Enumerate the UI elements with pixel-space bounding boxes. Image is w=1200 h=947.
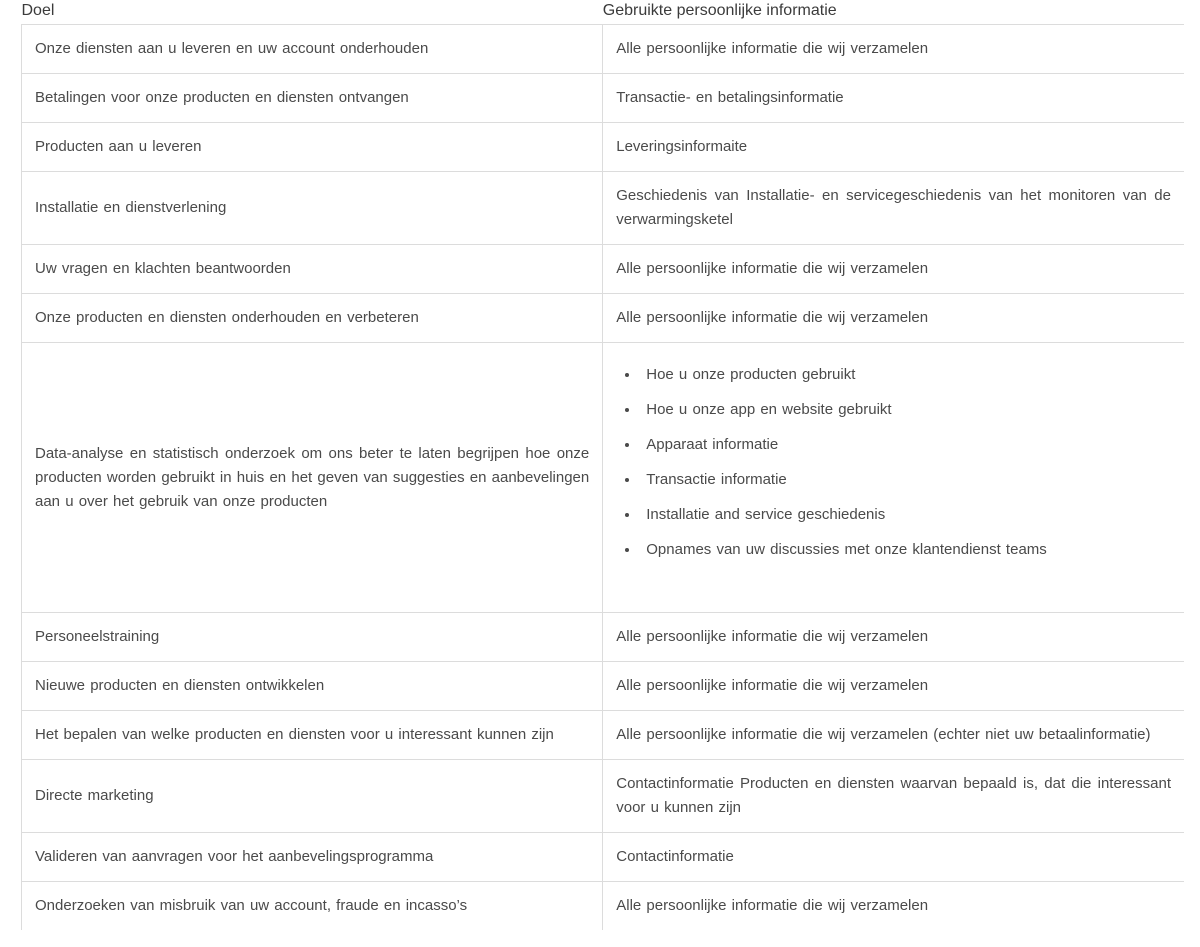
table-row <box>22 123 1185 172</box>
purpose-cell: Valideren van aanvragen voor het aanbevelingsprogramma <box>22 833 603 882</box>
info-cell: Alle persoonlijke informatie die wij verzamelen <box>603 245 1184 294</box>
purpose-cell: Directe marketing <box>22 760 603 833</box>
info-cell: Alle persoonlijke informatie die wij verzamelen <box>603 662 1184 711</box>
purpose-cell: Uw vragen en klachten beantwoorden <box>22 245 603 294</box>
info-cell: Leveringsinformaite <box>603 123 1184 172</box>
info-list <box>616 363 1171 562</box>
info-cell: Alle persoonlijke informatie die wij verzamelen <box>603 25 1184 74</box>
table-row <box>22 245 1185 294</box>
table-row <box>22 172 1185 245</box>
header-row <box>22 0 1185 25</box>
table-row <box>22 882 1185 931</box>
column-header-used-info: Gebruikte persoonlijke informatie <box>602 2 837 19</box>
info-cell <box>603 343 1184 613</box>
table-row <box>22 833 1185 882</box>
info-list-item: • Hoe u onze producten gebruikt <box>640 363 1171 387</box>
info-cell: Alle persoonlijke informatie die wij verzamelen <box>603 882 1184 931</box>
purpose-cell: Installatie en dienstverlening <box>22 172 603 245</box>
info-list-item: • Hoe u onze app en website gebruikt <box>640 398 1171 422</box>
purpose-cell: Nieuwe producten en diensten ontwikkelen <box>22 662 603 711</box>
table-row <box>22 613 1185 662</box>
purpose-cell: Onderzoeken van misbruik van uw account, fraude en incasso’s <box>22 882 603 931</box>
info-cell: Contactinformatie <box>603 833 1184 882</box>
table-row <box>22 711 1185 760</box>
info-cell: Contactinformatie Producten en diensten waarvan bepaald is, dat die interessant voor u kunnen zijn <box>603 760 1184 833</box>
info-cell: Alle persoonlijke informatie die wij verzamelen <box>603 613 1184 662</box>
info-cell: Alle persoonlijke informatie die wij verzamelen <box>603 294 1184 343</box>
purpose-cell: Producten aan u leveren <box>22 123 603 172</box>
column-header-doel: Doel <box>21 2 55 19</box>
table-row <box>22 662 1185 711</box>
purpose-cell: Data-analyse en statistisch onderzoek om ons beter te laten begrijpen hoe onze producten worden gebruikt in huis en het geven van suggesties en aanbevelingen aan u over het gebruik van onze producten <box>22 343 603 613</box>
info-cell: Alle persoonlijke informatie die wij verzamelen (echter niet uw betaalinformatie) <box>603 711 1184 760</box>
table-row <box>22 343 1185 613</box>
info-list-item: • Transactie informatie <box>640 468 1171 492</box>
purpose-cell: Het bepalen van welke producten en diensten voor u interessant kunnen zijn <box>22 711 603 760</box>
purpose-cell: Personeelstraining <box>22 613 603 662</box>
table-row <box>22 760 1185 833</box>
table-row <box>22 25 1185 74</box>
privacy-usage-table <box>21 0 1184 930</box>
privacy-table-container <box>21 0 1200 930</box>
purpose-cell: Onze producten en diensten onderhouden en verbeteren <box>22 294 603 343</box>
purpose-cell: Betalingen voor onze producten en diensten ontvangen <box>22 74 603 123</box>
info-list-item: • Opnames van uw discussies met onze klantendienst teams <box>640 538 1171 562</box>
info-cell: Transactie- en betalingsinformatie <box>603 74 1184 123</box>
purpose-cell: Onze diensten aan u leveren en uw account onderhouden <box>22 25 603 74</box>
table-row <box>22 294 1185 343</box>
table-row <box>22 74 1185 123</box>
info-cell: Geschiedenis van Installatie- en servicegeschiedenis van het monitoren van de verwarmingsketel <box>603 172 1184 245</box>
info-list-item: • Installatie and service geschiedenis <box>640 503 1171 527</box>
info-list-item: • Apparaat informatie <box>640 433 1171 457</box>
